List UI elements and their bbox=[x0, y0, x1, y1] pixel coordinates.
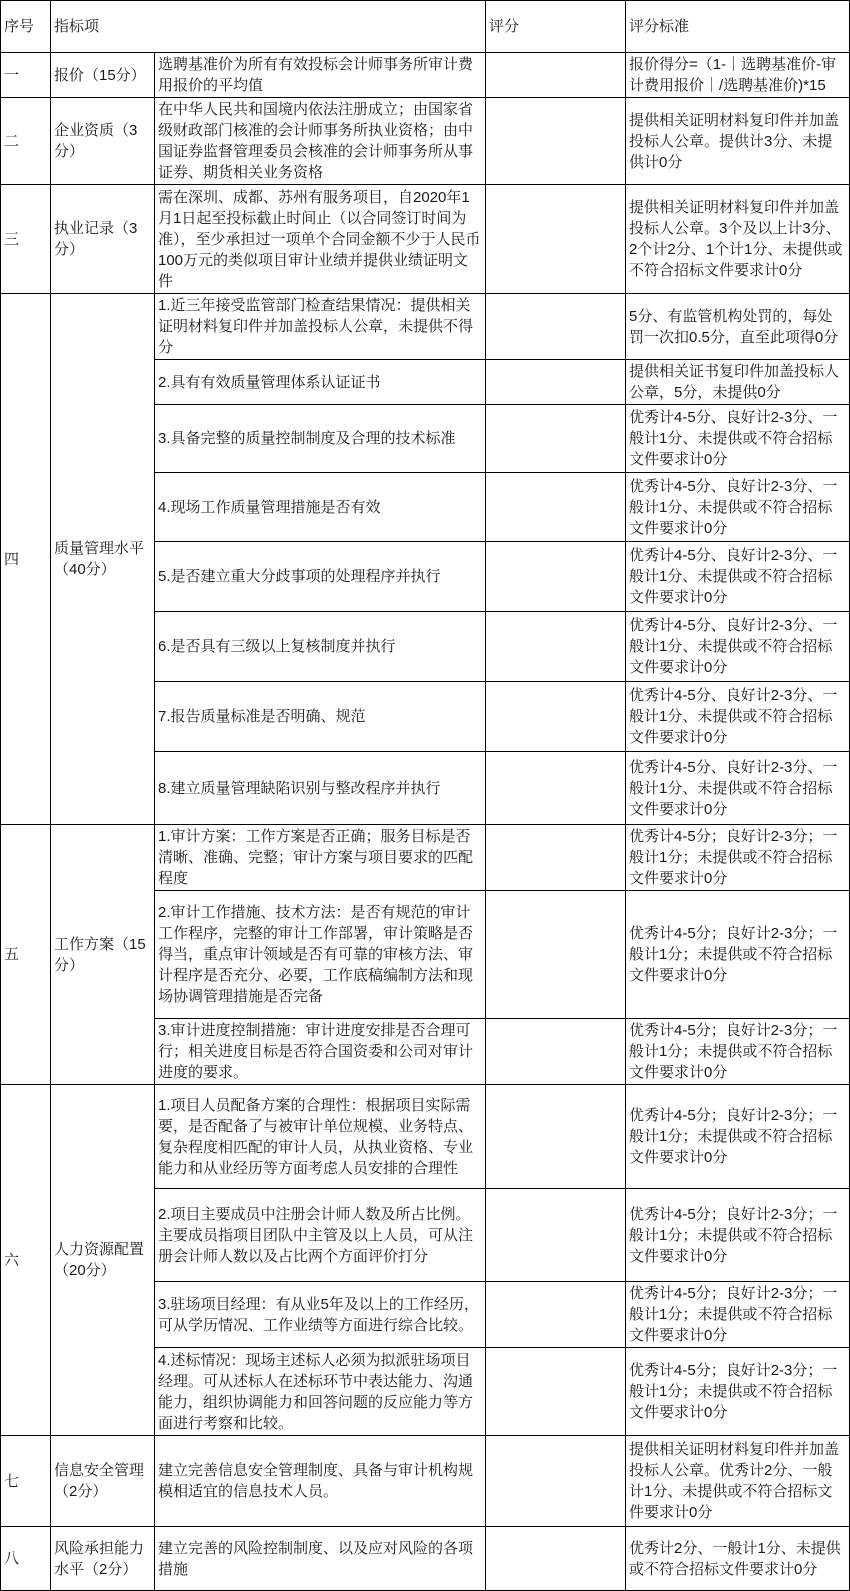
indicator-cell: 报价（15分） bbox=[51, 53, 155, 98]
item-description-cell: 4.述标情况：现场主述标人必须为拟派驻场项目经理。可从述标人在述标环节中表达能力、沟通能力，组织协调能力和回答问题的反应能力等方面进行考察和比较。 bbox=[155, 1348, 486, 1436]
criteria-cell: 优秀计4-5分、良好计2-3分、一般计1分、未提供或不符合招标文件要求计0分 bbox=[626, 682, 850, 752]
header-cell-number: 序号 bbox=[1, 1, 51, 53]
indicator-cell: 执业记录（3分） bbox=[51, 185, 155, 294]
item-description-cell: 3.具备完整的质量控制制度及合理的技术标准 bbox=[155, 405, 486, 473]
item-description-cell: 需在深圳、成都、苏州有服务项目，自2020年1月1日起至投标截止时间止（以合同签订时间为准），至少承担过一项单个合同金额不少于人民币100万元的类似项目审计业绩并提供业绩证明文件 bbox=[155, 185, 486, 294]
item-description-cell: 在中华人民共和国境内依法注册成立；由国家省级财政部门核准的会计师事务所执业资格；由中国证券监督管理委员会核准的会计师事务所从事证券、期货相关业务资格 bbox=[155, 98, 486, 185]
item-description-cell: 选聘基准价为所有有效投标会计师事务所审计费用报价的平均值 bbox=[155, 53, 486, 98]
table-row bbox=[1, 825, 850, 891]
table-row bbox=[1, 294, 850, 360]
score-input-cell[interactable] bbox=[486, 360, 626, 405]
criteria-cell: 优秀计4-5分；良好计2-3分；一般计1分；未提供或不符合招标文件要求计0分 bbox=[626, 1348, 850, 1436]
criteria-cell: 优秀计4-5分；良好计2-3分；一般计1分；未提供或不符合招标文件要求计0分 bbox=[626, 891, 850, 1019]
table-row bbox=[1, 98, 850, 185]
indicator-cell: 风险承担能力水平（2分） bbox=[51, 1527, 155, 1591]
item-description-cell: 7.报告质量标准是否明确、规范 bbox=[155, 682, 486, 752]
indicator-cell: 人力资源配置（20分） bbox=[51, 1085, 155, 1436]
score-input-cell[interactable] bbox=[486, 825, 626, 891]
score-input-cell[interactable] bbox=[486, 682, 626, 752]
criteria-cell: 优秀计4-5分、良好计2-3分、一般计1分、未提供或不符合招标文件要求计0分 bbox=[626, 612, 850, 682]
item-description-cell: 3.审计进度控制措施：审计进度安排是否合理可行；相关进度目标是否符合国资委和公司对审计进度的要求。 bbox=[155, 1019, 486, 1085]
indicator-cell: 工作方案（15分） bbox=[51, 825, 155, 1085]
score-input-cell[interactable] bbox=[486, 1436, 626, 1527]
score-input-cell[interactable] bbox=[486, 542, 626, 612]
item-description-cell: 1.审计方案：工作方案是否正确；服务目标是否清晰、准确、完整；审计方案与项目要求的匹配程度 bbox=[155, 825, 486, 891]
header-cell-criteria: 评分标准 bbox=[626, 1, 850, 53]
score-input-cell[interactable] bbox=[486, 1527, 626, 1591]
score-input-cell[interactable] bbox=[486, 1282, 626, 1348]
section-number-cell: 三 bbox=[1, 185, 51, 294]
item-description-cell: 8.建立质量管理缺陷识别与整改程序并执行 bbox=[155, 752, 486, 825]
section-number-cell: 二 bbox=[1, 98, 51, 185]
section-number-cell: 六 bbox=[1, 1085, 51, 1436]
item-description-cell: 1.近三年接受监管部门检查结果情况：提供相关证明材料复印件并加盖投标人公章，未提供不得分 bbox=[155, 294, 486, 360]
item-description-cell: 2.项目主要成员中注册会计师人数及所占比例。主要成员指项目团队中主管及以上人员，可从注册会计师人数以及占比两个方面评价打分 bbox=[155, 1189, 486, 1282]
criteria-cell: 提供相关证明材料复印件并加盖投标人公章。3个及以上计3分、2个计2分、1个计1分、未提供或不符合招标文件要求计0分 bbox=[626, 185, 850, 294]
section-number-cell: 一 bbox=[1, 53, 51, 98]
criteria-cell: 报价得分=（1-｜选聘基准价-审计费用报价｜/选聘基准价)*15 bbox=[626, 53, 850, 98]
header-row bbox=[1, 1, 850, 53]
table-row bbox=[1, 1527, 850, 1591]
criteria-cell: 优秀计4-5分；良好计2-3分；一般计1分；未提供或不符合招标文件要求计0分 bbox=[626, 1282, 850, 1348]
table-row bbox=[1, 53, 850, 98]
score-input-cell[interactable] bbox=[486, 891, 626, 1019]
criteria-cell: 优秀计4-5分；良好计2-3分；一般计1分；未提供或不符合招标文件要求计0分 bbox=[626, 1189, 850, 1282]
item-description-cell: 6.是否具有三级以上复核制度并执行 bbox=[155, 612, 486, 682]
item-description-cell: 5.是否建立重大分歧事项的处理程序并执行 bbox=[155, 542, 486, 612]
criteria-cell: 5分、有监管机构处罚的，每处罚一次扣0.5分，直至此项得0分 bbox=[626, 294, 850, 360]
score-input-cell[interactable] bbox=[486, 473, 626, 542]
item-description-cell: 2.具有有效质量管理体系认证证书 bbox=[155, 360, 486, 405]
criteria-cell: 优秀计4-5分、良好计2-3分、一般计1分、未提供或不符合招标文件要求计0分 bbox=[626, 405, 850, 473]
item-description-cell: 4.现场工作质量管理措施是否有效 bbox=[155, 473, 486, 542]
criteria-cell: 提供相关证明材料复印件并加盖投标人公章。提供计3分、未提供计0分 bbox=[626, 98, 850, 185]
indicator-cell: 质量管理水平（40分） bbox=[51, 294, 155, 825]
item-description-cell: 3.驻场项目经理：有从业5年及以上的工作经历，可从学历情况、工作业绩等方面进行综合比较。 bbox=[155, 1282, 486, 1348]
score-input-cell[interactable] bbox=[486, 1348, 626, 1436]
score-input-cell[interactable] bbox=[486, 405, 626, 473]
score-input-cell[interactable] bbox=[486, 294, 626, 360]
table-row bbox=[1, 1436, 850, 1527]
indicator-cell: 企业资质（3分） bbox=[51, 98, 155, 185]
score-input-cell[interactable] bbox=[486, 752, 626, 825]
criteria-cell: 提供相关证书复印件加盖投标人公章，5分，未提供0分 bbox=[626, 360, 850, 405]
criteria-cell: 优秀计4-5分；良好计2-3分；一般计1分；未提供或不符合招标文件要求计0分 bbox=[626, 825, 850, 891]
section-number-cell: 四 bbox=[1, 294, 51, 825]
table-row bbox=[1, 1085, 850, 1189]
item-description-cell: 建立完善的风险控制制度、以及应对风险的各项措施 bbox=[155, 1527, 486, 1591]
score-input-cell[interactable] bbox=[486, 1019, 626, 1085]
score-input-cell[interactable] bbox=[486, 1189, 626, 1282]
score-input-cell[interactable] bbox=[486, 98, 626, 185]
criteria-cell: 提供相关证明材料复印件并加盖投标人公章。优秀计2分、一般计1分、未提供或不符合招标文件要求计0分 bbox=[626, 1436, 850, 1527]
header-cell-indicator: 指标项 bbox=[51, 1, 486, 53]
score-input-cell[interactable] bbox=[486, 612, 626, 682]
criteria-cell: 优秀计2分、一般计1分、未提供或不符合招标文件要求计0分 bbox=[626, 1527, 850, 1591]
item-description-cell: 建立完善信息安全管理制度、具备与审计机构规模相适宜的信息技术人员。 bbox=[155, 1436, 486, 1527]
header-cell-score: 评分 bbox=[486, 1, 626, 53]
criteria-cell: 优秀计4-5分、良好计2-3分、一般计1分、未提供或不符合招标文件要求计0分 bbox=[626, 752, 850, 825]
score-input-cell[interactable] bbox=[486, 1085, 626, 1189]
criteria-cell: 优秀计4-5分、良好计2-3分、一般计1分、未提供或不符合招标文件要求计0分 bbox=[626, 542, 850, 612]
score-input-cell[interactable] bbox=[486, 185, 626, 294]
table-row bbox=[1, 185, 850, 294]
section-number-cell: 八 bbox=[1, 1527, 51, 1591]
criteria-cell: 优秀计4-5分；良好计2-3分；一般计1分；未提供或不符合招标文件要求计0分 bbox=[626, 1019, 850, 1085]
section-number-cell: 五 bbox=[1, 825, 51, 1085]
criteria-cell: 优秀计4-5分；良好计2-3分；一般计1分；未提供或不符合招标文件要求计0分 bbox=[626, 1085, 850, 1189]
item-description-cell: 1.项目人员配备方案的合理性：根据项目实际需要，是否配备了与被审计单位规模、业务特点、复杂程度相匹配的审计人员，从执业资格、专业能力和从业经历等方面考虑人员安排的合理性 bbox=[155, 1085, 486, 1189]
criteria-cell: 优秀计4-5分、良好计2-3分、一般计1分、未提供或不符合招标文件要求计0分 bbox=[626, 473, 850, 542]
item-description-cell: 2.审计工作措施、技术方法：是否有规范的审计工作程序，完整的审计工作部署，审计策略是否得当，重点审计领域是否有可靠的审核方法、审计程序是否充分、必要，工作底稿编制方法和现场协调管理措施是否完备 bbox=[155, 891, 486, 1019]
score-input-cell[interactable] bbox=[486, 53, 626, 98]
section-number-cell: 七 bbox=[1, 1436, 51, 1527]
indicator-cell: 信息安全管理（2分） bbox=[51, 1436, 155, 1527]
